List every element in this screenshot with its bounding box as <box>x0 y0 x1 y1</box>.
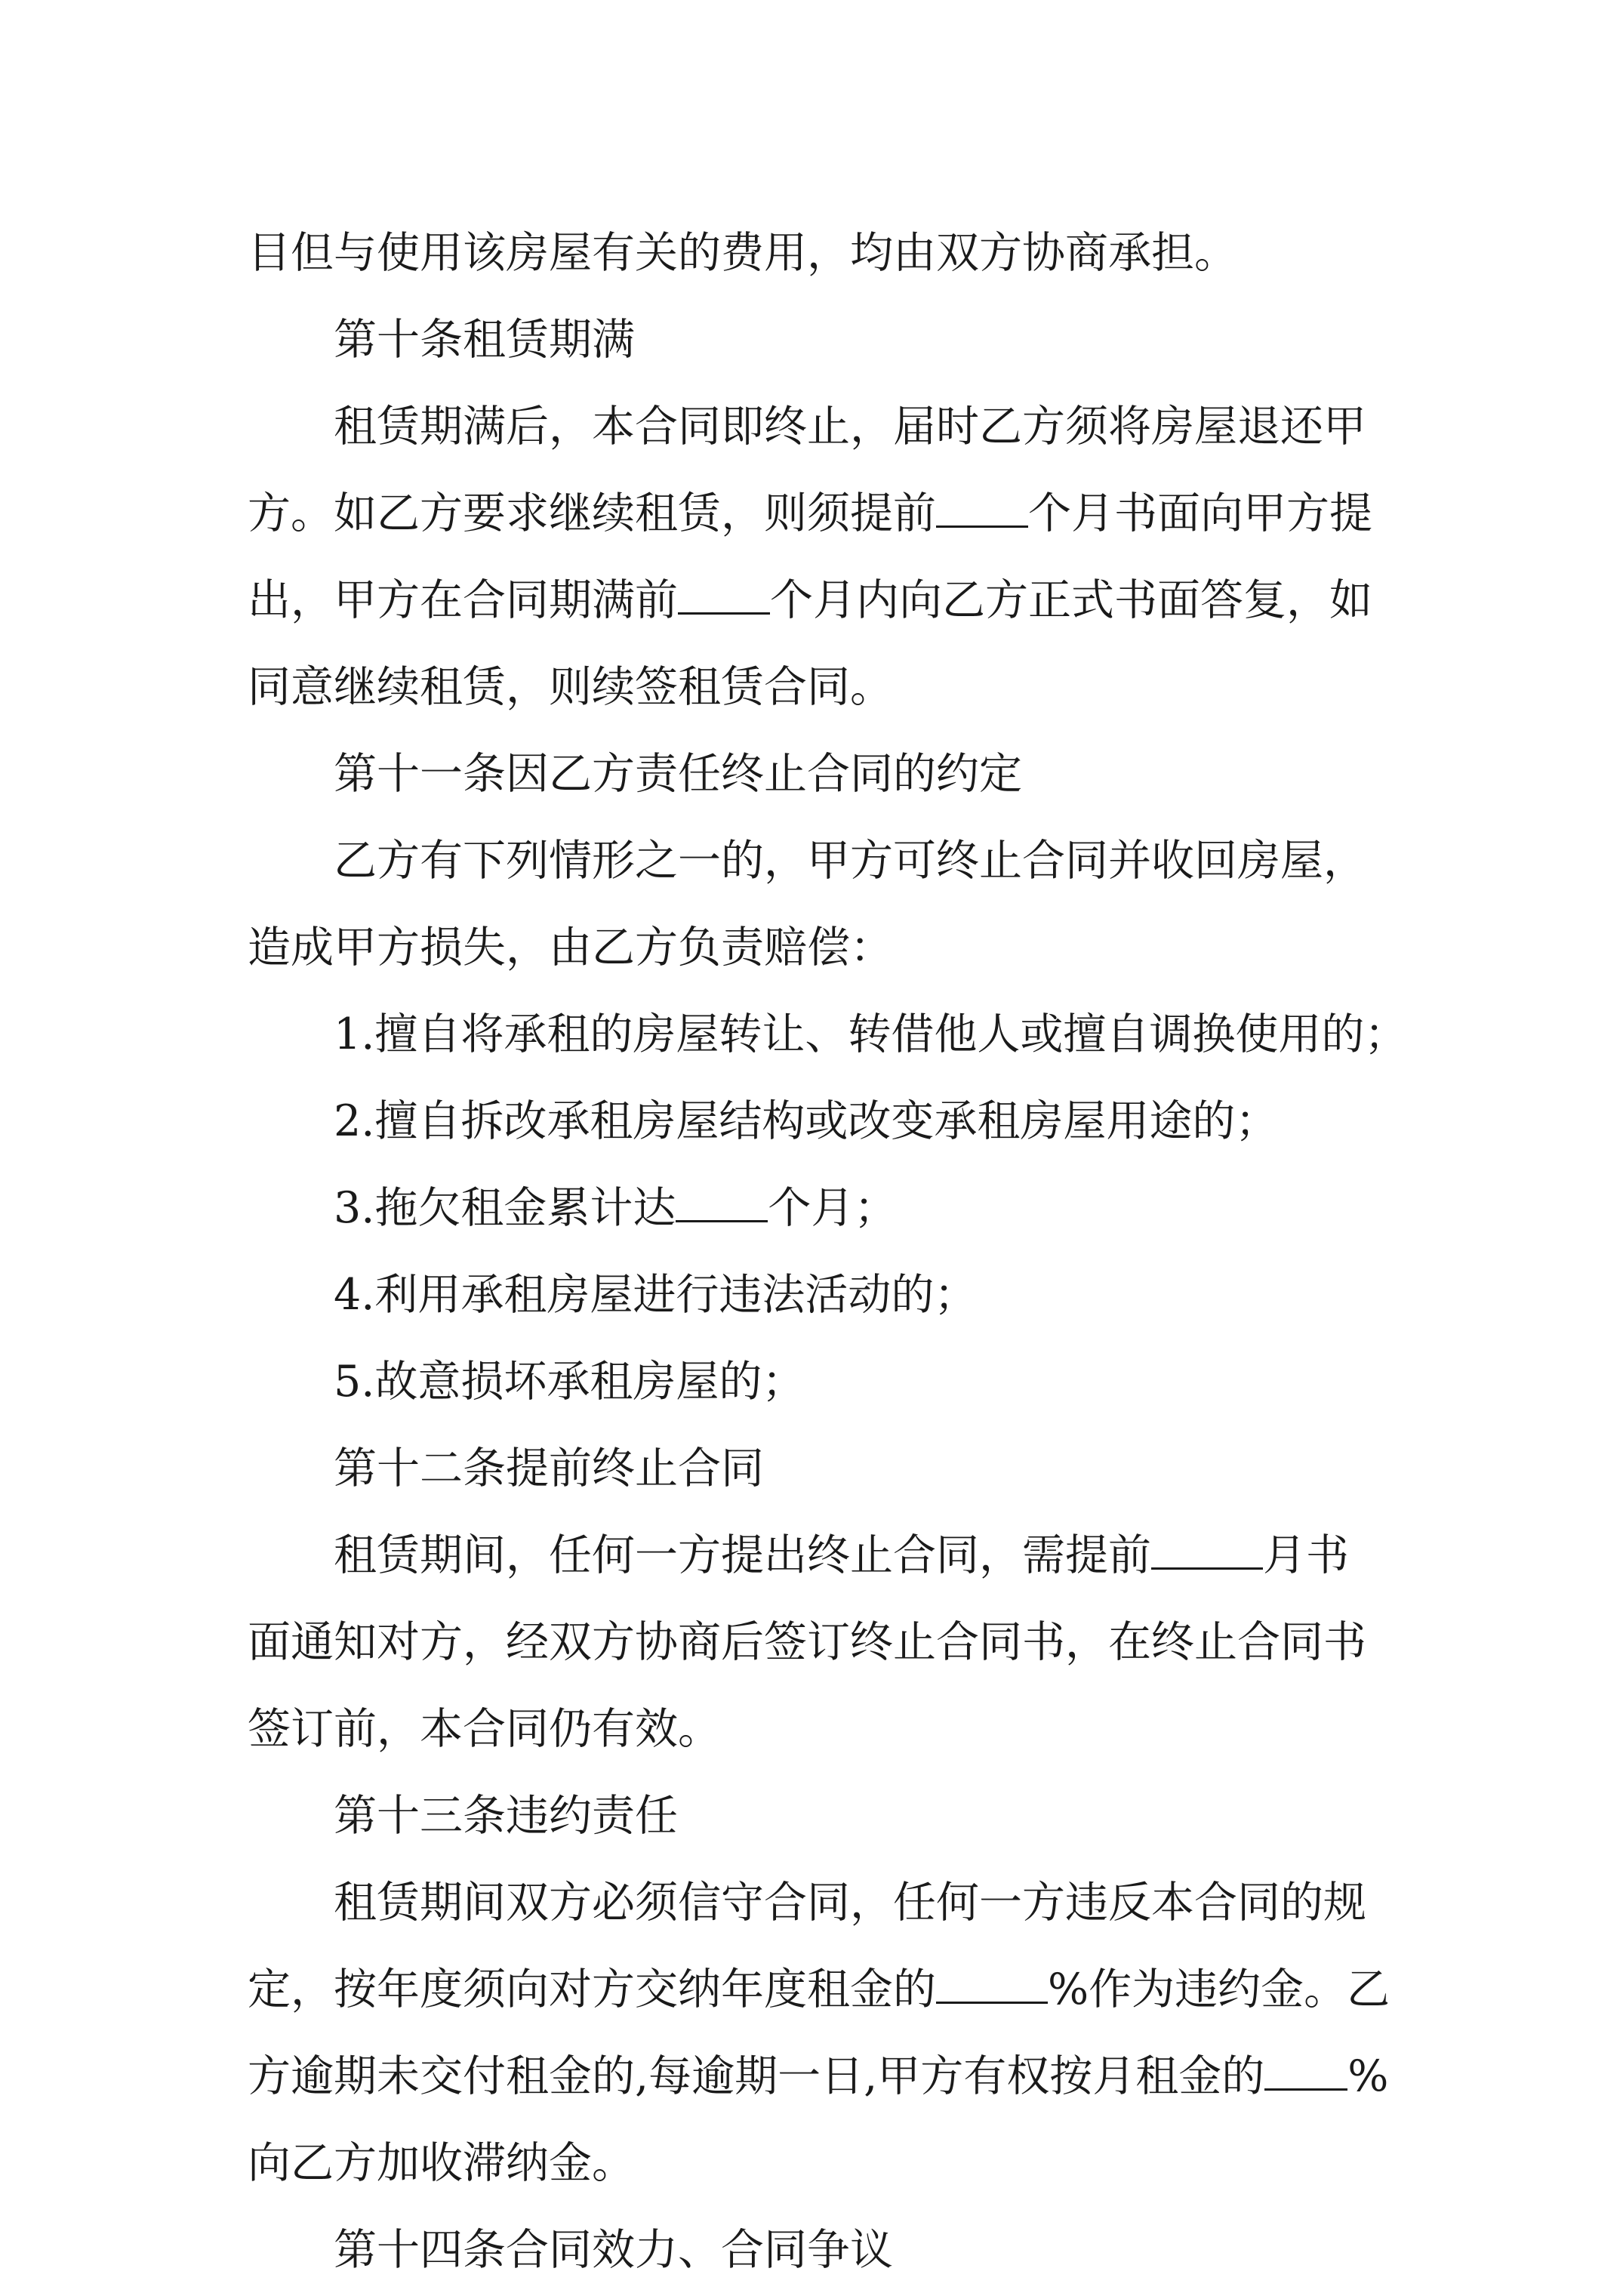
article-heading: 第十三条违约责任 <box>334 1791 678 1841</box>
text-line: 目但与使用该房屋有关的费用，均由双方协商承担。 <box>248 228 1237 278</box>
text-segment: 租赁期间，任何一方提出终止合同，需提前 <box>334 1530 1151 1580</box>
text-line: 租赁期满后，本合同即终止，届时乙方须将房屋退还甲 <box>334 402 1366 451</box>
list-item: 1.擅自将承租的房屋转让、转借他人或擅自调换使用的； <box>334 1009 1408 1059</box>
text-line: 租赁期间双方必须信守合同，任何一方违反本合同的规 <box>334 1878 1366 1928</box>
text-line: 乙方有下列情形之一的，甲方可终止合同并收回房屋， <box>334 836 1366 886</box>
list-item <box>248 1165 1380 1252</box>
list-item: 5.故意损坏承租房屋的； <box>334 1357 805 1407</box>
text-line <box>248 1512 1380 1599</box>
text-segment: % <box>1347 2051 1389 2101</box>
text-line <box>248 1946 1390 2033</box>
article-heading: 第十二条提前终止合同 <box>334 1444 764 1493</box>
text-segment: 方。如乙方要求继续租赁，则须提前 <box>248 488 936 538</box>
fill-blank <box>936 480 1028 528</box>
text-line <box>248 2033 1389 2120</box>
text-segment: 方逾期未交付租金的,每逾期一日,甲方有权按月租金的 <box>248 2051 1265 2101</box>
text-line <box>248 557 1380 644</box>
article-heading: 第十一条因乙方责任终止合同的约定 <box>334 749 1022 799</box>
text-line: 面通知对方，经双方协商后签订终止合同书，在终止合同书 <box>248 1617 1366 1667</box>
text-segment: %作为违约金。乙 <box>1048 1965 1390 2014</box>
list-item: 4.利用承租房屋进行违法活动的； <box>334 1270 978 1320</box>
text-segment: 个月书面向甲方提 <box>1028 488 1372 538</box>
text-segment: 定，按年度须向对方交纳年度租金的 <box>248 1965 936 2014</box>
fill-blank <box>1151 1522 1263 1570</box>
fill-blank <box>936 1956 1048 2004</box>
text-segment: 个月； <box>768 1183 898 1233</box>
text-line <box>248 470 1380 557</box>
text-line: 向乙方加收滞纳金。 <box>248 2138 635 2188</box>
list-item: 2.擅自拆改承租房屋结构或改变承租房屋用途的； <box>334 1096 1279 1146</box>
fill-blank <box>1264 2043 1347 2091</box>
text-segment: 出，甲方在合同期满前 <box>248 575 678 625</box>
text-segment: 个月内向乙方正式书面答复，如 <box>770 575 1372 625</box>
text-line: 同意继续租赁，则续签租赁合同。 <box>248 662 893 712</box>
text-segment: 3.拖欠租金累计达 <box>334 1183 676 1233</box>
text-segment: 月书 <box>1263 1530 1349 1580</box>
article-heading: 第十条租赁期满 <box>334 315 635 365</box>
contract-text <box>248 210 1408 2294</box>
article-heading: 第十四条合同效力、合同争议 <box>334 2225 893 2275</box>
text-line: 签订前，本合同仍有效。 <box>248 1704 721 1754</box>
fill-blank <box>678 567 770 615</box>
fill-blank <box>676 1175 768 1222</box>
text-line: 造成甲方损失，由乙方负责赔偿： <box>248 923 893 972</box>
